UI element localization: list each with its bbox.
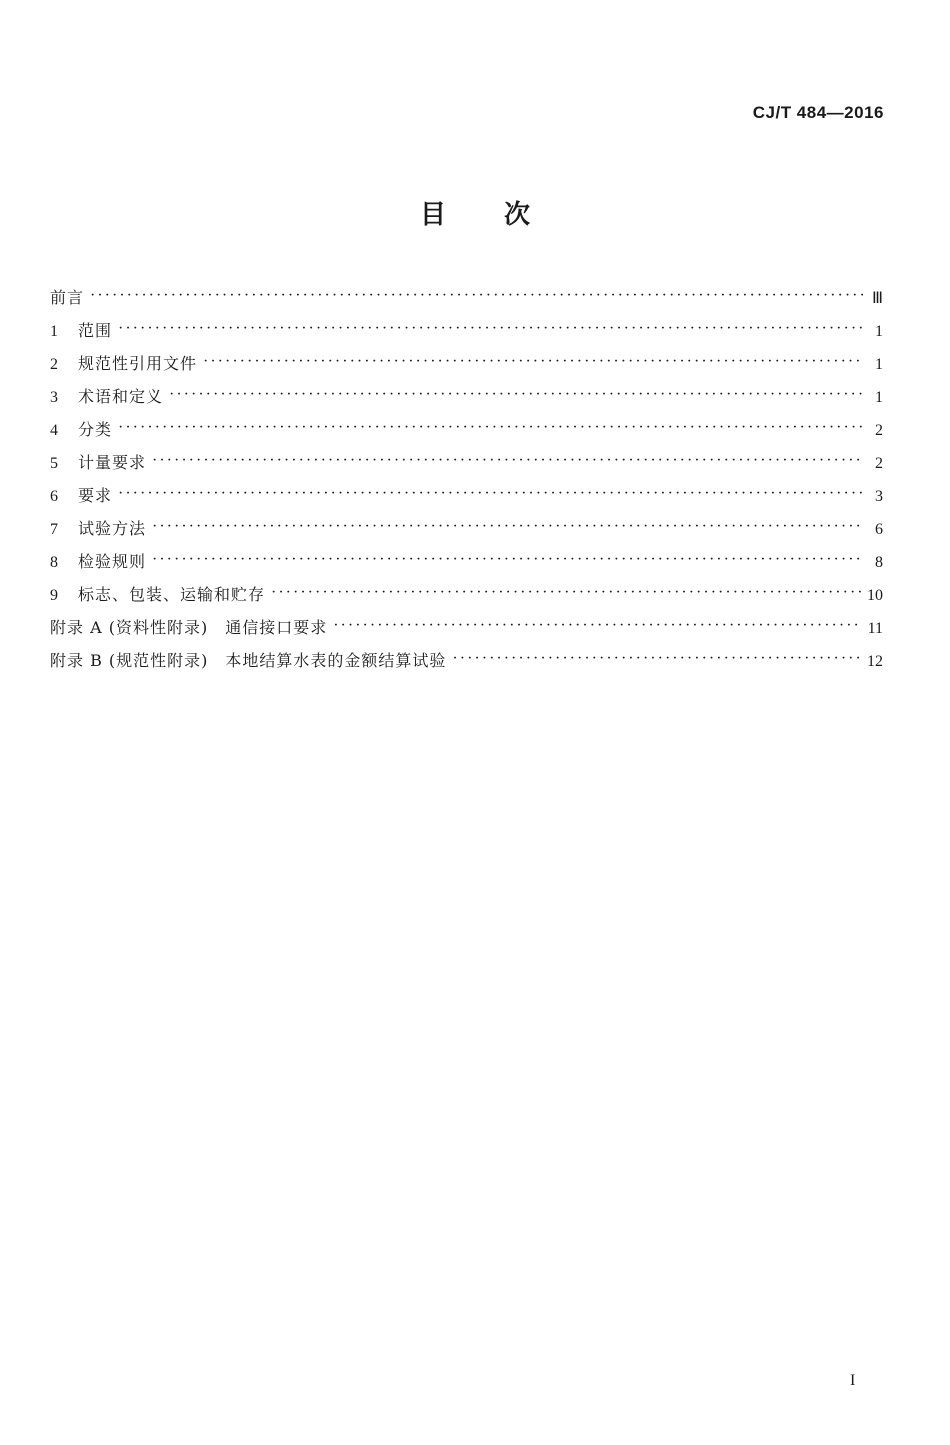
toc-leader-dots (152, 510, 863, 543)
toc-leader-dots (169, 378, 863, 411)
toc-entry-label: 规范性引用文件 (78, 354, 198, 373)
toc-entry-page: 11 (867, 620, 883, 637)
table-of-contents (50, 281, 883, 677)
toc-entry-7[interactable] (50, 512, 883, 545)
toc-leader-dots (90, 279, 863, 312)
toc-entry-2[interactable] (50, 347, 883, 380)
page-title-char-1: 目 (419, 200, 446, 230)
toc-entry-number: 1 (50, 323, 58, 340)
toc-entry-label: 计量要求 (78, 453, 147, 472)
toc-entry-label: 试验方法 (78, 519, 147, 538)
toc-entry-page: 1 (875, 389, 883, 406)
toc-entry-page: 2 (875, 422, 883, 439)
toc-entry-label: 术语和定义 (78, 387, 164, 406)
toc-entry-page: 12 (867, 653, 883, 670)
toc-entry-label: 分类 (78, 420, 113, 439)
toc-leader-dots (452, 642, 861, 675)
toc-entry-1[interactable] (50, 314, 883, 347)
toc-entry-number: 9 (50, 587, 58, 604)
toc-entry-label: 标志、包装、运输和贮存 (78, 585, 266, 604)
toc-leader-dots (118, 312, 863, 345)
toc-leader-dots (152, 543, 863, 576)
toc-entry-9[interactable] (50, 578, 883, 611)
toc-entry-number: 3 (50, 389, 58, 406)
toc-entry-number: 5 (50, 455, 58, 472)
toc-entry-appendix-a[interactable] (50, 611, 883, 644)
toc-leader-dots (203, 345, 863, 378)
toc-entry-8[interactable] (50, 545, 883, 578)
toc-entry-page: 6 (875, 521, 883, 538)
toc-entry-label: 范围 (78, 321, 113, 340)
standard-code: CJ/T 484—2016 (752, 103, 884, 122)
toc-leader-dots (333, 609, 861, 642)
toc-entry-number: 4 (50, 422, 58, 439)
page-title (0, 194, 950, 231)
toc-entry-number: 2 (50, 356, 58, 373)
toc-entry-label: 附录 A (资料性附录) 通信接口要求 (50, 618, 328, 637)
toc-leader-dots (118, 411, 863, 444)
toc-entry-number: 7 (50, 521, 58, 538)
page-title-char-2: 次 (504, 200, 531, 230)
toc-entry-foreword[interactable] (50, 281, 883, 314)
toc-entry-page: 8 (875, 554, 883, 571)
toc-entry-4[interactable] (50, 413, 883, 446)
toc-entry-page: 1 (875, 356, 883, 373)
page-number: I (850, 1372, 856, 1389)
toc-entry-page: 10 (867, 587, 883, 604)
toc-leader-dots (152, 444, 863, 477)
toc-entry-page: 1 (875, 323, 883, 340)
toc-entry-number: 8 (50, 554, 58, 571)
toc-entry-6[interactable] (50, 479, 883, 512)
toc-entry-label: 要求 (78, 486, 113, 505)
toc-entry-3[interactable] (50, 380, 883, 413)
toc-entry-page: Ⅲ (871, 290, 883, 307)
toc-leader-dots (118, 477, 863, 510)
toc-leader-dots (271, 576, 861, 609)
toc-entry-page: 2 (875, 455, 883, 472)
toc-entry-5[interactable] (50, 446, 883, 479)
toc-entry-label: 检验规则 (78, 552, 147, 571)
toc-entry-appendix-b[interactable] (50, 644, 883, 677)
toc-entry-number: 6 (50, 488, 58, 505)
toc-entry-label: 前言 (50, 288, 85, 307)
toc-entry-label: 附录 B (规范性附录) 本地结算水表的金额结算试验 (50, 651, 447, 670)
toc-entry-page: 3 (875, 488, 883, 505)
